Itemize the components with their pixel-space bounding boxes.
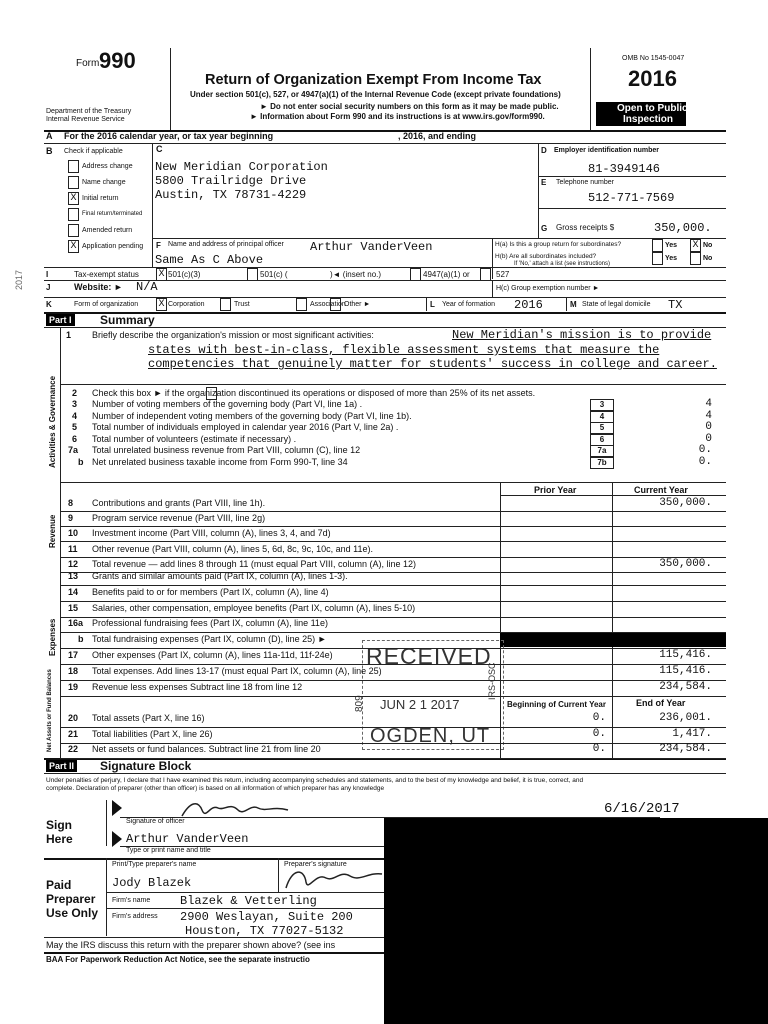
preparer-name-label: Print/Type preparer's name bbox=[112, 861, 197, 868]
gov-line-num: 5 bbox=[72, 422, 78, 432]
gov-line-num: 4 bbox=[72, 411, 78, 421]
line-2-text: Check this box ► if the organization discontinued its operations or disposed of more than 25% of its net assets. bbox=[92, 388, 536, 398]
501c3-checkbox[interactable]: X bbox=[156, 268, 167, 281]
formation-year-value: 2016 bbox=[514, 298, 543, 312]
stamp-code: IRS-OSC bbox=[487, 662, 497, 700]
expense-line-text: Grants and similar amounts paid (Part IX, column (A), lines 1-3). bbox=[92, 571, 348, 581]
501c3-label: 501(c)(3) bbox=[168, 270, 201, 279]
section-b-title: Check if applicable bbox=[64, 148, 123, 155]
gov-line-text: Number of voting members of the governing body (Part VI, line 1a) . bbox=[92, 399, 363, 409]
row-divider bbox=[60, 632, 726, 633]
section-e-label: E bbox=[541, 178, 547, 187]
revenue-line-num: 8 bbox=[68, 498, 74, 508]
form-number: 990 bbox=[99, 48, 136, 73]
row-divider bbox=[60, 511, 726, 512]
dept-line2: Internal Revenue Service bbox=[46, 116, 125, 123]
firm-address-2: Houston, TX 77027-5132 bbox=[185, 924, 344, 938]
open-public-2: Inspection bbox=[623, 114, 674, 125]
instructions-note: ► Information about Form 990 and its instructions is at www.irs.gov/form990. bbox=[250, 112, 545, 121]
side-revenue: Revenue bbox=[48, 514, 57, 548]
firm-address-label: Firm's address bbox=[112, 913, 158, 920]
other-label: Other ► bbox=[344, 301, 371, 308]
stamp-frame bbox=[362, 640, 504, 750]
type-name-label: Type or print name and title bbox=[126, 847, 211, 854]
net-line-text: Total assets (Part X, line 16) bbox=[92, 713, 205, 723]
part1-label: Part I bbox=[46, 314, 75, 326]
revenue-line-num: 9 bbox=[68, 513, 74, 523]
hb-note: If 'No,' attach a list (see instructions) bbox=[514, 261, 610, 267]
row-divider bbox=[60, 680, 726, 681]
expense-line-num: 13 bbox=[68, 571, 79, 581]
revenue-line-text: Total revenue — add lines 8 through 11 (must equal Part VIII, column (A), line 12) bbox=[92, 559, 416, 569]
net-line-num: 20 bbox=[68, 713, 79, 723]
net-line-text: Total liabilities (Part X, line 26) bbox=[92, 729, 213, 739]
expense-line-num: 15 bbox=[68, 603, 79, 613]
side-net-assets: Net Assets or Fund Balances bbox=[47, 669, 53, 752]
gov-line-value: 0 bbox=[705, 433, 712, 445]
expense-current-value: 234,584. bbox=[659, 681, 712, 693]
hb-yes-checkbox[interactable] bbox=[652, 252, 663, 265]
net-end-value: 234,584. bbox=[659, 743, 712, 755]
part2-title: Signature Block bbox=[100, 759, 192, 773]
trust-checkbox[interactable] bbox=[220, 298, 231, 311]
domicile-title: State of legal domicile bbox=[582, 301, 651, 308]
revenue-current-value: 350,000. bbox=[659, 497, 712, 509]
net-line-num: 21 bbox=[68, 729, 79, 739]
preparer-signature bbox=[280, 866, 384, 894]
gov-line-num: b bbox=[78, 457, 84, 467]
gov-line-value: 0. bbox=[698, 456, 712, 468]
expense-line-num: 14 bbox=[68, 587, 79, 597]
expense-line-text: Professional fundraising fees (Part IX, column (A), line 11e) bbox=[92, 618, 328, 628]
revenue-line-text: Investment income (Part VIII, column (A), lines 3, 4, and 7d) bbox=[92, 528, 331, 538]
gov-line-box: 7a bbox=[590, 445, 614, 457]
ssn-note: ► Do not enter social security numbers on this form as it may be made public. bbox=[260, 102, 559, 111]
net-begin-value: 0. bbox=[592, 728, 606, 740]
row-divider bbox=[60, 758, 726, 759]
amended-return-checkbox[interactable] bbox=[68, 224, 79, 237]
firm-name: Blazek & Vetterling bbox=[180, 894, 317, 908]
stamp-code-2: 809 bbox=[354, 695, 365, 712]
signature-label: Signature of officer bbox=[126, 818, 185, 825]
final-return-label: Final return/terminated bbox=[82, 211, 143, 217]
form-subtitle: Under section 501(c), 527, or 4947(a)(1) of the Internal Revenue Code (except private foundations) bbox=[190, 90, 561, 99]
row-j-label: J bbox=[46, 283, 51, 292]
firm-name-label: Firm's name bbox=[112, 897, 151, 904]
gross-receipts-title: Gross receipts $ bbox=[556, 223, 615, 232]
mission-line-1: New Meridian's mission is to provide bbox=[452, 328, 712, 342]
phone-value: 512-771-7569 bbox=[588, 191, 675, 205]
row-divider bbox=[60, 585, 726, 586]
trust-label: Trust bbox=[234, 301, 250, 308]
expense-line-num: 17 bbox=[68, 650, 79, 660]
firm-address-1: 2900 Weslayan, Suite 200 bbox=[180, 910, 353, 924]
revenue-line-text: Program service revenue (Part VIII, line 2g) bbox=[92, 513, 266, 523]
margin-year: 2017 bbox=[14, 269, 24, 290]
revenue-line-num: 11 bbox=[68, 544, 78, 554]
expense-current-value: 115,416. bbox=[659, 649, 712, 661]
sign-label-1: Sign bbox=[46, 818, 72, 832]
gov-line-box: 4 bbox=[590, 411, 614, 423]
org-street: 5800 Trailridge Drive bbox=[155, 174, 307, 188]
officer-title: Name and address of principal officer bbox=[168, 241, 284, 248]
omb-number: OMB No 1545-0047 bbox=[622, 55, 685, 62]
association-checkbox[interactable] bbox=[296, 298, 307, 311]
side-expenses: Expenses bbox=[48, 618, 57, 656]
hb-no-checkbox[interactable] bbox=[690, 252, 701, 265]
expense-current-value: 115,416. bbox=[659, 665, 712, 677]
row-a-text: For the 2016 calendar year, or tax year beginning bbox=[64, 131, 274, 141]
gov-line-value: 0. bbox=[698, 444, 712, 456]
officer-address: Same As C Above bbox=[155, 253, 264, 267]
association-label: Association bbox=[310, 301, 346, 308]
net-line-text: Net assets or fund balances. Subtract line 21 from line 20 bbox=[92, 744, 321, 754]
row-divider bbox=[60, 601, 726, 602]
stamp-received: RECEIVED bbox=[366, 643, 492, 669]
name-change-label: Name change bbox=[82, 179, 126, 186]
ein-title: Employer identification number bbox=[554, 147, 660, 154]
dept-line1: Department of the Treasury bbox=[46, 108, 132, 115]
part1-title: Summary bbox=[100, 313, 155, 327]
preparer-title-3: Use Only bbox=[46, 906, 99, 920]
tax-exempt-title: Tax-exempt status bbox=[74, 270, 139, 279]
row-l-label: L bbox=[430, 300, 435, 309]
formation-year-title: Year of formation bbox=[442, 301, 496, 308]
row-divider bbox=[60, 557, 726, 558]
address-change-label: Address change bbox=[82, 163, 133, 170]
preparer-sig-label: Preparer's signature bbox=[284, 861, 347, 868]
shaded-16b bbox=[500, 632, 726, 647]
revenue-line-text: Other revenue (Part VIII, column (A), lines 5, 6d, 8c, 9c, 10c, and 11e). bbox=[92, 544, 373, 554]
sign-label-2: Here bbox=[46, 832, 73, 846]
org-city: Austin, TX 78731-4229 bbox=[155, 188, 307, 202]
phone-title: Telephone number bbox=[556, 179, 614, 186]
net-end-value: 236,001. bbox=[659, 712, 712, 724]
gov-line-text: Total number of individuals employed in calendar year 2016 (Part V, line 2a) . bbox=[92, 422, 399, 432]
initial-return-label: Initial return bbox=[82, 195, 119, 202]
gross-receipts-value: 350,000. bbox=[654, 221, 712, 235]
preparer-name: Jody Blazek bbox=[112, 876, 192, 890]
expense-line-num: 18 bbox=[68, 666, 79, 676]
org-name: New Meridian Corporation bbox=[155, 160, 328, 174]
row-k-label: K bbox=[46, 300, 52, 309]
4947-label: 4947(a)(1) or bbox=[423, 270, 470, 279]
gov-line-text: Number of independent voting members of the governing body (Part VI, line 1b). bbox=[92, 411, 412, 421]
expense-line-text: Benefits paid to or for members (Part IX, column (A), line 4) bbox=[92, 587, 329, 597]
col-begin-year: Beginning of Current Year bbox=[507, 700, 606, 709]
mission-line-3: competencies that genuinely matter for students' success in college and career. bbox=[148, 357, 717, 371]
corporation-label: Corporation bbox=[168, 301, 205, 308]
expense-line-text: Salaries, other compensation, employee benefits (Part IX, column (A), lines 5-10) bbox=[92, 603, 416, 613]
ha-question: H(a) Is this a group return for subordinates? bbox=[495, 241, 622, 248]
expense-line-text: Revenue less expenses Subtract line 18 from line 12 bbox=[92, 682, 303, 692]
discuss-question: May the IRS discuss this return with the preparer shown above? (see ins bbox=[46, 940, 336, 950]
name-change-checkbox[interactable] bbox=[68, 176, 79, 189]
gov-line-box: 3 bbox=[590, 399, 614, 411]
expense-line-num: b bbox=[78, 634, 84, 644]
gov-line-box: 7b bbox=[590, 457, 614, 469]
gov-line-value: 4 bbox=[705, 398, 712, 410]
line-2-num: 2 bbox=[72, 388, 78, 398]
section-b-label: B bbox=[46, 146, 53, 156]
redaction-block bbox=[384, 818, 768, 1024]
net-begin-value: 0. bbox=[592, 743, 606, 755]
net-begin-value: 0. bbox=[592, 712, 606, 724]
501c-label: 501(c) ( bbox=[260, 270, 288, 279]
net-line-num: 22 bbox=[68, 744, 79, 754]
preparer-title-2: Preparer bbox=[46, 892, 96, 906]
preparer-title-1: Paid bbox=[46, 878, 72, 892]
other-checkbox[interactable] bbox=[330, 298, 341, 311]
row-a-label: A bbox=[46, 131, 53, 141]
baa-line: BAA For Paperwork Reduction Act Notice, see the separate instructio bbox=[46, 955, 310, 964]
part2-label: Part II bbox=[46, 760, 77, 772]
perjury-line-2: complete. Declaration of preparer (other than officer) is based on all information of which preparer has any knowledge bbox=[46, 785, 385, 792]
revenue-line-num: 10 bbox=[68, 528, 79, 538]
side-activities: Activities & Governance bbox=[48, 375, 57, 468]
form-word: Form bbox=[76, 58, 100, 69]
expense-line-text: Other expenses (Part IX, column (A), lines 11a-11d, 11f-24e) bbox=[92, 650, 333, 660]
principal-officer: Arthur VanderVeen bbox=[310, 240, 433, 254]
perjury-line-1: Under penalties of perjury, I declare that I have examined this return, including accompanying schedules and statements, and to the best of my knowledge and belief, it is true, correct, and bbox=[46, 777, 584, 784]
gov-line-text: Total unrelated business revenue from Part VIII, column (C), line 12 bbox=[92, 445, 361, 455]
row-divider bbox=[60, 648, 726, 649]
gov-line-num: 3 bbox=[72, 399, 78, 409]
application-pending-checkbox[interactable]: X bbox=[68, 240, 79, 253]
col-end-year: End of Year bbox=[636, 698, 686, 708]
row-divider bbox=[60, 696, 726, 697]
row-m-label: M bbox=[570, 300, 577, 309]
arrow-icon-name bbox=[112, 831, 122, 847]
revenue-current-value: 350,000. bbox=[659, 558, 712, 570]
tax-year: 2016 bbox=[628, 66, 677, 91]
expense-line-num: 19 bbox=[68, 682, 79, 692]
amended-return-label: Amended return bbox=[82, 227, 133, 234]
gov-line-num: 7a bbox=[68, 445, 79, 455]
gov-line-box: 5 bbox=[590, 422, 614, 434]
revenue-line-num: 12 bbox=[68, 559, 79, 569]
hc-question: H(c) Group exemption number ► bbox=[496, 285, 600, 292]
website-title: Website: ► bbox=[74, 282, 123, 292]
row-divider bbox=[60, 664, 726, 665]
revenue-line-text: Contributions and grants (Part VIII, line 1h). bbox=[92, 498, 266, 508]
domicile-value: TX bbox=[668, 298, 683, 312]
ha-yes-label: Yes bbox=[665, 242, 678, 249]
ha-no-label: No bbox=[703, 242, 713, 249]
527-label: 527 bbox=[496, 270, 510, 279]
row-a-mid: , 2016, and ending bbox=[398, 131, 477, 141]
expense-line-text: Total expenses. Add lines 13-17 (must equal Part IX, column (A), line 25) bbox=[92, 666, 382, 676]
insert-no-label: )◄ (insert no.) bbox=[330, 270, 382, 279]
net-end-value: 1,417. bbox=[672, 728, 712, 740]
final-return-checkbox[interactable] bbox=[68, 208, 79, 221]
stamp-date: JUN 2 1 2017 bbox=[380, 697, 460, 712]
form-title: Return of Organization Exempt From Income Tax bbox=[205, 72, 542, 88]
gov-line-value: 0 bbox=[705, 421, 712, 433]
expense-line-num: 16a bbox=[68, 618, 84, 628]
row-divider bbox=[60, 541, 726, 542]
hb-no-label: No bbox=[703, 255, 713, 262]
initial-return-checkbox[interactable]: X bbox=[68, 192, 79, 205]
open-public-1: Open to Public bbox=[617, 103, 688, 114]
col-prior-year: Prior Year bbox=[534, 485, 577, 495]
hb-question: H(b) Are all subordinates included? bbox=[495, 253, 597, 260]
expense-line-text: Total fundraising expenses (Part IX, column (D), line 25) ► bbox=[92, 634, 327, 644]
gov-line-value: 4 bbox=[705, 410, 712, 422]
section-f-label: F bbox=[156, 241, 161, 250]
ha-yes-checkbox[interactable] bbox=[652, 239, 663, 252]
ein-value: 81-3949146 bbox=[588, 162, 661, 176]
section-c-label: C bbox=[156, 144, 163, 154]
website-value: N/A bbox=[136, 280, 158, 294]
line-1-num: 1 bbox=[66, 330, 72, 340]
ha-no-checkbox[interactable]: X bbox=[690, 239, 701, 252]
signature-date: 6/16/2017 bbox=[604, 801, 680, 817]
org-form-title: Form of organization bbox=[74, 301, 139, 308]
line-1-text: Briefly describe the organization's mission or most significant activities: bbox=[92, 330, 374, 340]
section-g-label: G bbox=[541, 224, 548, 233]
stamp-city: OGDEN, UT bbox=[370, 725, 491, 747]
gov-line-text: Total number of volunteers (estimate if necessary) . bbox=[92, 434, 297, 444]
section-d-label: D bbox=[541, 146, 547, 155]
hb-yes-label: Yes bbox=[665, 255, 678, 262]
gov-line-num: 6 bbox=[72, 434, 78, 444]
row-divider bbox=[60, 526, 726, 527]
officer-printed-name: Arthur VanderVeen bbox=[126, 832, 249, 846]
arrow-icon-sign bbox=[112, 800, 122, 816]
col-current-year: Current Year bbox=[634, 485, 688, 495]
gov-line-text: Net unrelated business taxable income from Form 990-T, line 34 bbox=[92, 457, 348, 467]
row-divider bbox=[60, 727, 726, 728]
corporation-checkbox[interactable]: X bbox=[156, 298, 167, 311]
mission-line-2: states with best-in-class, flexible assessment systems that measure the bbox=[148, 343, 660, 357]
application-pending-label: Application pending bbox=[82, 243, 144, 250]
row-i-label: I bbox=[46, 270, 49, 279]
address-change-checkbox[interactable] bbox=[68, 160, 79, 173]
gov-line-box: 6 bbox=[590, 434, 614, 446]
